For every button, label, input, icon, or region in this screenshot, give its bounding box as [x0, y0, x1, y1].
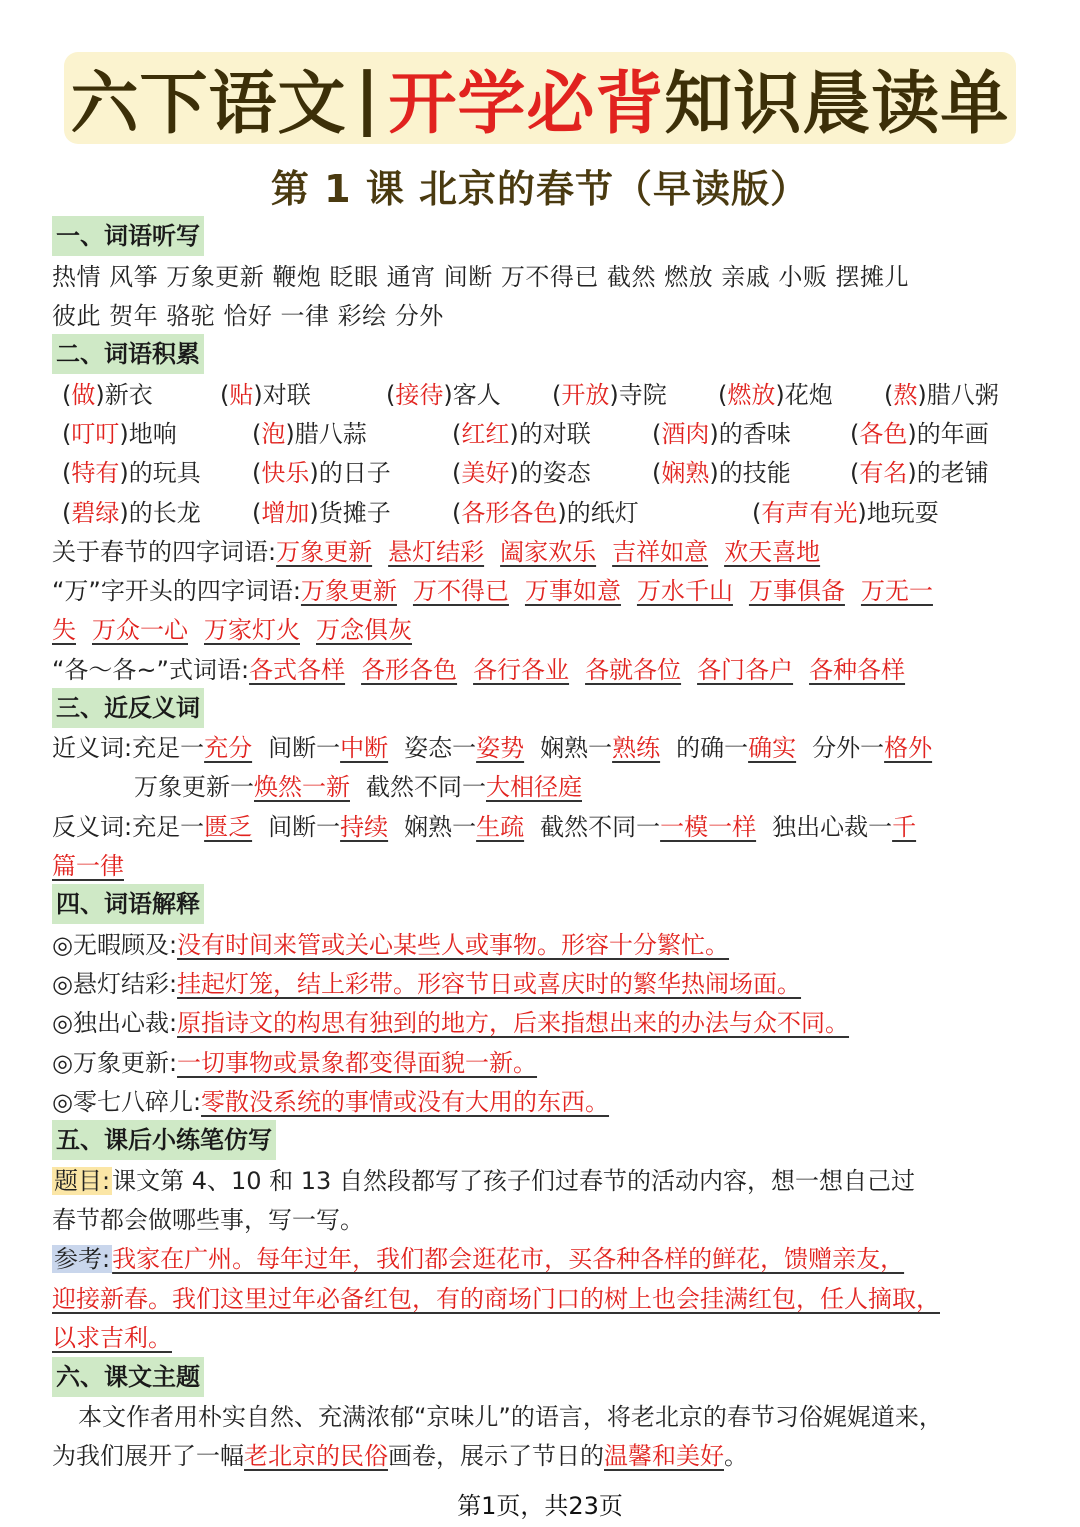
paren: (	[62, 499, 72, 527]
pair-word: 独出心裁一	[772, 813, 893, 841]
collocation-word: 增加	[261, 499, 310, 527]
lesson-subtitle: 第 1 课 北京的春节（早读版）	[270, 167, 810, 211]
title-divider: |	[354, 58, 381, 138]
collocation-word: 娴熟	[661, 459, 710, 487]
pair-word: 分外一	[812, 734, 885, 762]
pair-word: 的确一	[676, 734, 749, 762]
underlined-word: 失	[52, 616, 76, 644]
section-4-heading	[52, 884, 204, 922]
paren: (	[452, 420, 462, 448]
paren: )	[857, 499, 867, 527]
collocation-word: 碧绿	[71, 499, 120, 527]
title-part2: 开学必背	[388, 64, 665, 144]
collocation-word: 开放	[561, 381, 610, 409]
theme-keyword: 温馨和美好	[604, 1442, 724, 1470]
collocation-item	[850, 415, 989, 453]
section-2-heading	[52, 334, 204, 372]
underlined-word: 阖家欢乐	[500, 538, 597, 566]
paren: )	[119, 499, 129, 527]
collocation-word: 各形各色	[461, 499, 558, 527]
ge-words-line	[52, 651, 905, 689]
synonym-label: 近义词:	[52, 734, 133, 762]
paren: )	[709, 420, 719, 448]
underlined-word: 万事俱备	[748, 577, 845, 605]
section-title: 四、词语解释	[52, 884, 204, 924]
definition-item	[52, 965, 801, 1003]
paren: )	[119, 420, 129, 448]
title-banner	[64, 52, 1016, 144]
paren: )	[95, 381, 105, 409]
underlined-word: 各就各位	[585, 656, 682, 684]
collocation-item	[252, 415, 367, 453]
collocation-item	[62, 415, 177, 453]
definition-term: ◎无暇顾及:	[52, 931, 178, 959]
collocation-item	[220, 376, 311, 414]
collocation-word: 贴	[229, 381, 254, 409]
section-title: 六、课文主题	[52, 1357, 204, 1397]
dictation-line-2: 彼此 贺年 骆驼 恰好 一律 彩绘 分外	[52, 302, 444, 330]
underlined-word: 各门各户	[697, 656, 794, 684]
pair-word: 充足一	[132, 734, 205, 762]
collocation-word: 酒肉	[661, 420, 710, 448]
pair-answer: 熟练	[612, 734, 661, 762]
paren: )	[775, 381, 785, 409]
paren: )	[509, 420, 519, 448]
underlined-word: 万无一	[860, 577, 933, 605]
definition-item	[52, 926, 729, 964]
collocation-item	[252, 494, 391, 532]
antonym-pairs	[132, 813, 916, 841]
pair-answer: 格外	[884, 734, 933, 762]
collocation-item	[652, 454, 791, 492]
collocation-item	[62, 494, 201, 532]
paren: (	[220, 381, 230, 409]
title-part1: 六下语文	[70, 64, 347, 144]
underlined-word: 万象更新	[276, 538, 373, 566]
section-title: 三、近反义词	[52, 688, 204, 728]
paren: (	[752, 499, 762, 527]
collocation-rest: 的老铺	[916, 459, 989, 487]
pair-answer: 千	[892, 813, 917, 841]
definition-text: 挂起灯笼，结上彩带。形容节日或喜庆时的繁华热闹场面。	[177, 970, 802, 998]
reference-line-3	[52, 1319, 172, 1357]
paren: )	[907, 420, 917, 448]
collocation-rest: 货摊子	[318, 499, 391, 527]
collocation-rest: 腊八粥	[926, 381, 999, 409]
collocation-rest: 的日子	[318, 459, 391, 487]
exercise-question-line-2: 春节都会做哪些事，写一写。	[52, 1206, 364, 1234]
paren: )	[253, 381, 263, 409]
underlined-word: 万家灯火	[204, 616, 300, 644]
collocation-item	[452, 415, 591, 453]
collocation-word: 熬	[893, 381, 918, 409]
wan-words-line-1	[52, 572, 933, 610]
paren: (	[252, 420, 262, 448]
collocation-word: 有声有光	[761, 499, 858, 527]
pair-word: 截然不同一	[540, 813, 661, 841]
paren: (	[718, 381, 728, 409]
collocation-item	[386, 376, 501, 414]
definition-term: ◎悬灯结彩:	[52, 970, 178, 998]
underlined-word: 各式各样	[249, 656, 346, 684]
synonym-pairs	[132, 734, 932, 762]
collocation-rest: 腊八蒜	[294, 420, 367, 448]
collocation-rest: 寺院	[618, 381, 667, 409]
paren: (	[850, 420, 860, 448]
synonym-line-1	[52, 729, 932, 767]
ge-label: “各～各~”式词语:	[52, 656, 250, 684]
festival-label: 关于春节的四字词语:	[52, 538, 277, 566]
theme-line-1: 本文作者用朴实自然、充满浓郁“京味儿”的语言，将老北京的春节习俗娓娓道来，	[78, 1403, 943, 1431]
underlined-word: 各种各样	[809, 656, 906, 684]
collocation-word: 做	[71, 381, 96, 409]
definition-item	[52, 1083, 609, 1121]
paren: )	[285, 420, 295, 448]
pair-word: 截然不同一	[366, 773, 486, 801]
paren: (	[452, 499, 462, 527]
definition-text: 原指诗文的构思有独到的地方，后来指想出来的办法与众不同。	[177, 1009, 850, 1037]
underlined-word: 各形各色	[361, 656, 458, 684]
pair-word: 万象更新一	[134, 773, 254, 801]
underlined-word: 欢天喜地	[724, 538, 821, 566]
antonym-line-1	[52, 808, 916, 846]
pair-answer: 姿势	[476, 734, 525, 762]
antonym-continued: 篇一律	[52, 852, 124, 880]
reference-text: 迎接新春。我们这里过年必备红包，有的商场门口的树上也会挂满红包，任人摘取，	[52, 1285, 940, 1313]
collocation-rest: 的玩具	[128, 459, 201, 487]
collocation-rest: 对联	[262, 381, 311, 409]
pair-word: 充足一	[132, 813, 205, 841]
paren: (	[850, 459, 860, 487]
collocation-item	[552, 376, 667, 414]
paren: )	[917, 381, 927, 409]
question-text: 课文第 4、10 和 13 自然段都写了孩子们过春节的活动内容，想一想自己过	[112, 1167, 915, 1195]
collocation-rest: 的香味	[718, 420, 791, 448]
wan-words-continued	[52, 616, 412, 644]
synonym-pairs	[134, 773, 582, 801]
reference-label: 参考:	[54, 1245, 111, 1273]
underlined-word: 万众一心	[92, 616, 188, 644]
pair-word: 间断一	[268, 734, 341, 762]
collocation-item	[652, 415, 791, 453]
section-5-heading	[52, 1120, 276, 1158]
collocation-rest: 的姿态	[518, 459, 591, 487]
title-part3: 知识晨读单	[664, 64, 1010, 144]
pair-answer: 中断	[340, 734, 389, 762]
definition-item	[52, 1004, 849, 1042]
collocation-rest: 地玩耍	[866, 499, 939, 527]
question-label: 题目:	[54, 1167, 111, 1195]
collocation-word: 快乐	[261, 459, 310, 487]
theme-text: 。	[724, 1442, 748, 1470]
underlined-word: 万象更新	[300, 577, 397, 605]
definition-text: 没有时间来管或关心某些人或事物。形容十分繁忙。	[177, 931, 730, 959]
paren: )	[443, 381, 453, 409]
theme-text: 画卷，展示了节日的	[388, 1442, 604, 1470]
pair-answer: 确实	[748, 734, 797, 762]
collocation-rest: 的技能	[718, 459, 791, 487]
paren: )	[509, 459, 519, 487]
underlined-word: 万水千山	[636, 577, 733, 605]
wan-label: “万”字开头的四字词语:	[52, 577, 301, 605]
definition-term: ◎零七八碎儿:	[52, 1088, 202, 1116]
collocation-word: 燃放	[727, 381, 776, 409]
collocation-rest: 的对联	[518, 420, 591, 448]
collocation-rest: 客人	[452, 381, 501, 409]
collocation-item	[62, 454, 201, 492]
collocation-word: 泡	[261, 420, 286, 448]
collocation-word: 红红	[461, 420, 510, 448]
theme-line-2	[52, 1437, 748, 1475]
collocation-item	[884, 376, 999, 414]
wan-words-line-2	[52, 611, 412, 649]
collocation-item	[718, 376, 833, 414]
page-footer: 第1页，共23页	[457, 1492, 623, 1520]
definition-term: ◎万象更新:	[52, 1049, 178, 1077]
pair-word: 娴熟一	[540, 734, 613, 762]
paren: (	[252, 459, 262, 487]
paren: )	[119, 459, 129, 487]
reference-text: 以求吉利。	[52, 1324, 172, 1352]
section-title: 一、词语听写	[52, 216, 204, 256]
exercise-question-line-1	[52, 1162, 915, 1200]
antonym-label: 反义词:	[52, 813, 133, 841]
pair-answer: 大相径庭	[486, 773, 582, 801]
underlined-word: 各行各业	[473, 656, 570, 684]
collocation-rest: 花炮	[784, 381, 833, 409]
collocation-item	[850, 454, 989, 492]
collocation-rest: 地响	[128, 420, 177, 448]
collocation-item	[62, 376, 153, 414]
underlined-word: 悬灯结彩	[388, 538, 485, 566]
paren: )	[309, 459, 319, 487]
festival-words-line	[52, 533, 820, 571]
pair-answer: 焕然一新	[254, 773, 350, 801]
paren: (	[62, 420, 72, 448]
collocation-rest: 的长龙	[128, 499, 201, 527]
reference-line-1	[52, 1240, 904, 1278]
paren: )	[309, 499, 319, 527]
pair-word: 娴熟一	[404, 813, 477, 841]
section-6-heading	[52, 1357, 204, 1395]
paren: (	[452, 459, 462, 487]
collocation-word: 有名	[859, 459, 908, 487]
pair-answer: 生疏	[476, 813, 525, 841]
collocation-rest: 的纸灯	[566, 499, 639, 527]
definition-term: ◎独出心裁:	[52, 1009, 178, 1037]
pair-word: 间断一	[268, 813, 341, 841]
section-title: 五、课后小练笔仿写	[52, 1120, 276, 1160]
paren: )	[907, 459, 917, 487]
collocation-item	[452, 494, 639, 532]
pair-answer: 一模一样	[660, 813, 757, 841]
pair-answer: 持续	[340, 813, 389, 841]
reference-line-2	[52, 1280, 940, 1318]
paren: )	[609, 381, 619, 409]
paren: )	[709, 459, 719, 487]
collocation-item	[252, 454, 391, 492]
antonym-line-2	[52, 847, 124, 885]
underlined-word: 万事如意	[524, 577, 621, 605]
underlined-word: 吉祥如意	[612, 538, 709, 566]
pair-answer: 匮乏	[204, 813, 253, 841]
paren: (	[552, 381, 562, 409]
paren: (	[252, 499, 262, 527]
collocation-word: 特有	[71, 459, 120, 487]
underlined-word: 万不得已	[412, 577, 509, 605]
collocation-word: 接待	[395, 381, 444, 409]
theme-keyword: 老北京的民俗	[244, 1442, 388, 1470]
theme-text: 为我们展开了一幅	[52, 1442, 244, 1470]
collocation-word: 叮叮	[71, 420, 120, 448]
definition-text: 零散没系统的事情或没有大用的东西。	[201, 1088, 610, 1116]
paren: (	[652, 420, 662, 448]
paren: (	[884, 381, 894, 409]
section-1-heading	[52, 216, 204, 254]
collocation-rest: 的年画	[916, 420, 989, 448]
section-3-heading	[52, 688, 204, 726]
dictation-line-1: 热情 风筝 万象更新 鞭炮 眨眼 通宵 间断 万不得已 截然 燃放 亲戚 小贩 摆摊儿	[52, 263, 910, 291]
section-title: 二、词语积累	[52, 334, 204, 374]
synonym-line-2	[134, 768, 582, 806]
definition-item	[52, 1044, 537, 1082]
pair-word: 姿态一	[404, 734, 477, 762]
wan-words	[301, 577, 933, 605]
collocation-word: 美好	[461, 459, 510, 487]
underlined-word: 万念俱灰	[316, 616, 412, 644]
paren: (	[62, 459, 72, 487]
collocation-item	[452, 454, 591, 492]
paren: (	[62, 381, 72, 409]
paren: (	[386, 381, 396, 409]
pair-answer: 充分	[204, 734, 253, 762]
definition-text: 一切事物或景象都变得面貌一新。	[177, 1049, 538, 1077]
paren: (	[652, 459, 662, 487]
collocation-word: 各色	[859, 420, 908, 448]
ge-words	[249, 656, 905, 684]
collocation-item	[752, 494, 939, 532]
paren: )	[557, 499, 567, 527]
reference-text: 我家在广州。每年过年，我们都会逛花市，买各种各样的鲜花，馈赠亲友，	[112, 1245, 905, 1273]
festival-words	[276, 538, 820, 566]
collocation-rest: 新衣	[104, 381, 153, 409]
